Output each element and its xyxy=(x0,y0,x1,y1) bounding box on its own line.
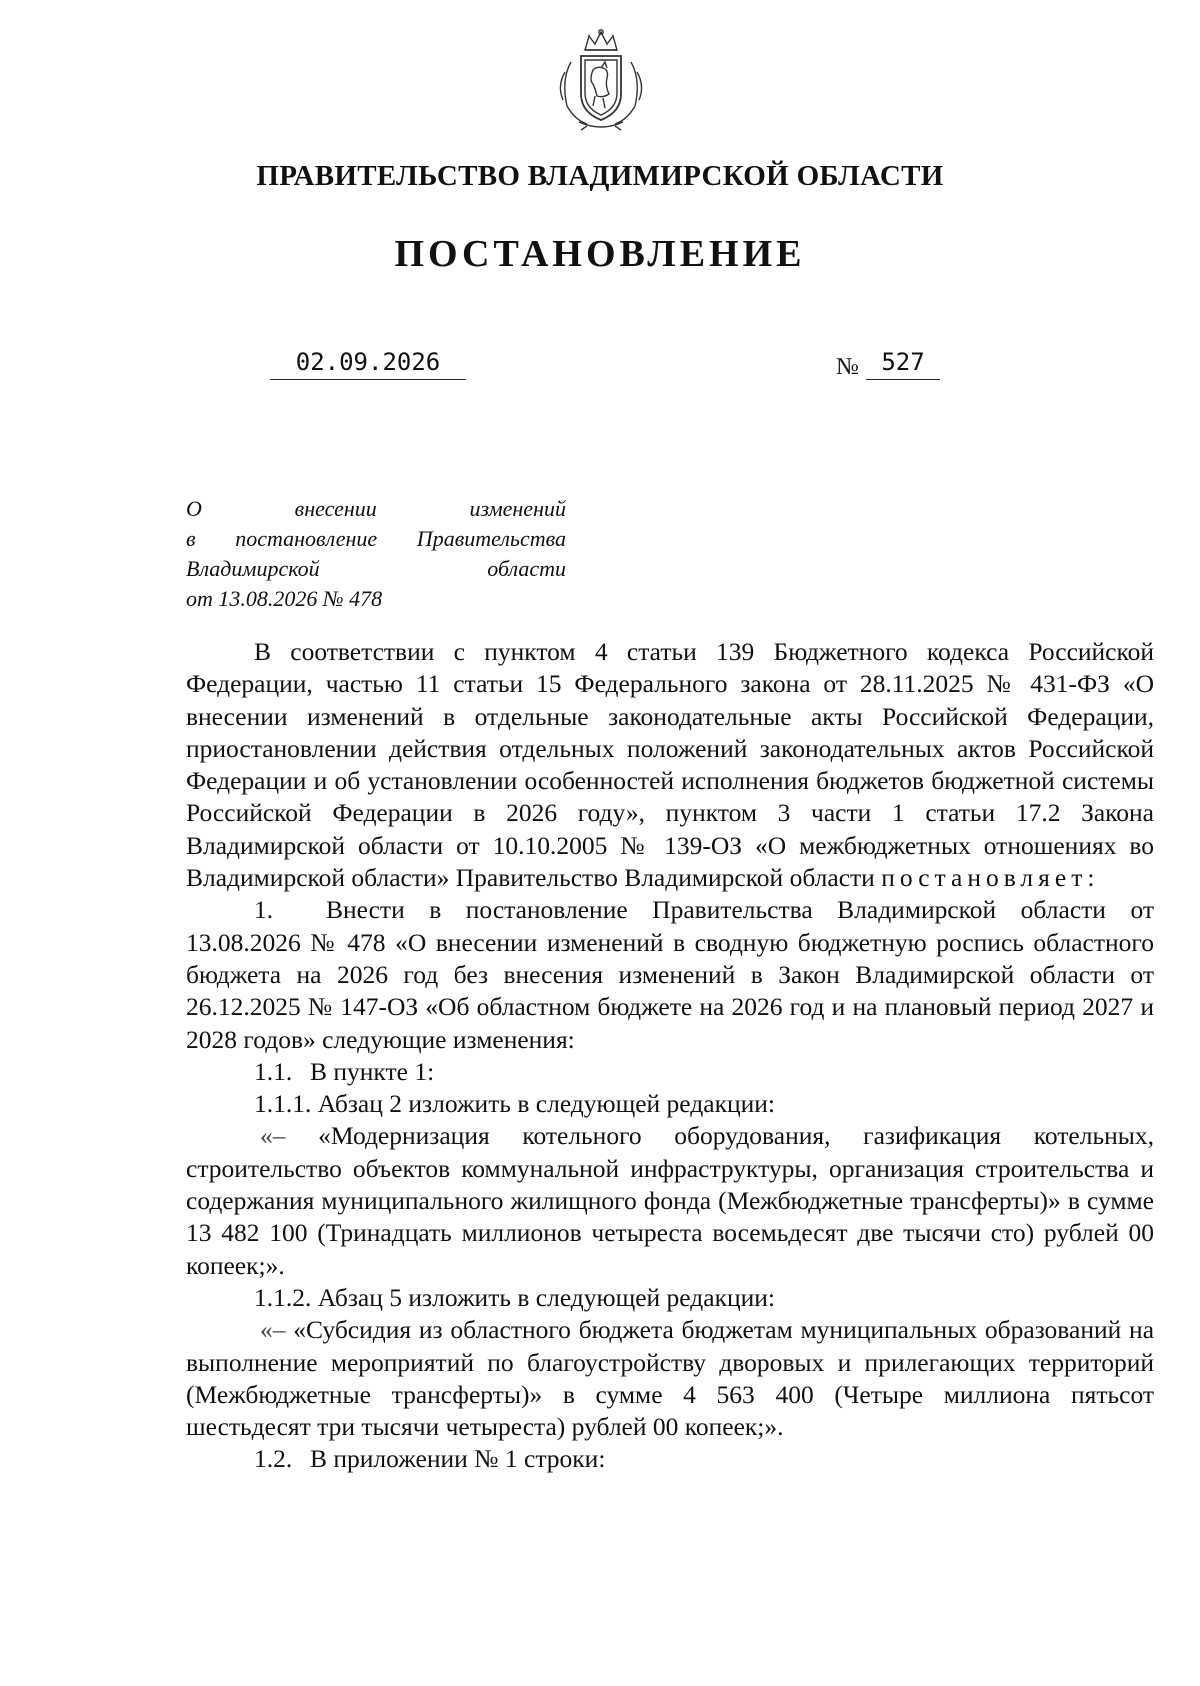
document-type-title: ПОСТАНОВЛЕНИЕ xyxy=(394,233,806,275)
item-text: В пункте 1: xyxy=(310,1056,435,1086)
subject-line: в постановление Правительства xyxy=(186,526,566,551)
subject-line: О внесении изменений xyxy=(186,496,566,521)
document-number: 527 xyxy=(866,348,940,380)
item-1-1-paragraph xyxy=(186,1056,1154,1088)
item-number: 1. xyxy=(254,895,274,925)
item-text: Внести в постановление Правительства Владимирской области от 13.08.2026 № 478 «О внесении изменений в сводную бюджетную роспись областного бюджета на 2026 год без внесения изменений в Закон Владимирской области от 26.12.2025 № 147-ОЗ «Об областном бюджете на 2026 год и на плановый период 2027 и 2028 годов» следующие изменения: xyxy=(186,895,1154,1054)
quote-1-paragraph xyxy=(186,1120,1154,1281)
number-label: № xyxy=(836,354,859,380)
quote-text: «Субсидия из областного бюджета бюджетам муниципальных образований на выполнение мероприятий по благоустройству дворовых и прилегающих территорий (Межбюджетные трансферты)» в сумме 4 563 400 (Четыре миллиона пятьсот шестьдесят три тысячи четыреста) рублей 00 копеек;». xyxy=(186,1315,1155,1442)
item-text: 1.1.1. Абзац 2 изложить в следующей редакции: xyxy=(254,1089,775,1119)
quote-mark: «– xyxy=(260,1121,286,1151)
organization-title: ПРАВИТЕЛЬСТВО ВЛАДИМИРСКОЙ ОБЛАСТИ xyxy=(256,160,944,192)
item-number: 1.2. xyxy=(254,1444,293,1474)
coat-of-arms-emblem xyxy=(551,28,651,132)
subject-line: Владимирской области xyxy=(186,556,566,581)
decree-word: постановляет: xyxy=(881,863,1100,893)
item-1-paragraph xyxy=(186,894,1154,1055)
quote-mark: «– xyxy=(260,1315,286,1345)
item-1-1-2-paragraph xyxy=(186,1282,1154,1314)
item-1-2-paragraph xyxy=(186,1443,1154,1475)
item-text: 1.1.2. Абзац 5 изложить в следующей редакции: xyxy=(254,1282,775,1312)
preamble-text: В соответствии с пунктом 4 статьи 139 Бюджетного кодекса Российской Федерации, частью 11 статьи 15 Федерального закона от 28.11.2025 № 431-ФЗ «О внесении изменений в отдельные законодательные акты Российской Федерации, приостановлении действия отдельных положений законодательных актов Российской Федерации и об установлении особенностей исполнения бюджетов бюджетной системы Российской Федерации в 2026 году», пунктом 3 части 1 статьи 17.2 Закона Владимирской области от 10.10.2005 № 139-ОЗ «О межбюджетных отношениях во Владимирской области» Правительство Владимирской области xyxy=(186,637,1154,893)
preamble-paragraph xyxy=(186,636,1154,894)
quote-text: «Модернизация котельного оборудования, газификация котельных, строительство объектов коммунальной инфраструктуры, организация строительства и содержания муниципального жилищного фонда (Межбюджетные трансферты)» в сумме 13 482 100 (Тринадцать миллионов четыреста восемьдесят две тысячи сто) рублей 00 копеек;». xyxy=(186,1121,1155,1280)
document-date: 02.09.2026 xyxy=(270,348,466,380)
item-number: 1.1. xyxy=(254,1056,293,1086)
subject-line: от 13.08.2026 № 478 xyxy=(186,586,383,611)
document-subject xyxy=(186,494,566,614)
document-body xyxy=(186,636,1154,1476)
item-text: В приложении № 1 строки: xyxy=(310,1444,606,1474)
quote-2-paragraph xyxy=(186,1314,1154,1443)
item-1-1-1-paragraph xyxy=(186,1088,1154,1120)
